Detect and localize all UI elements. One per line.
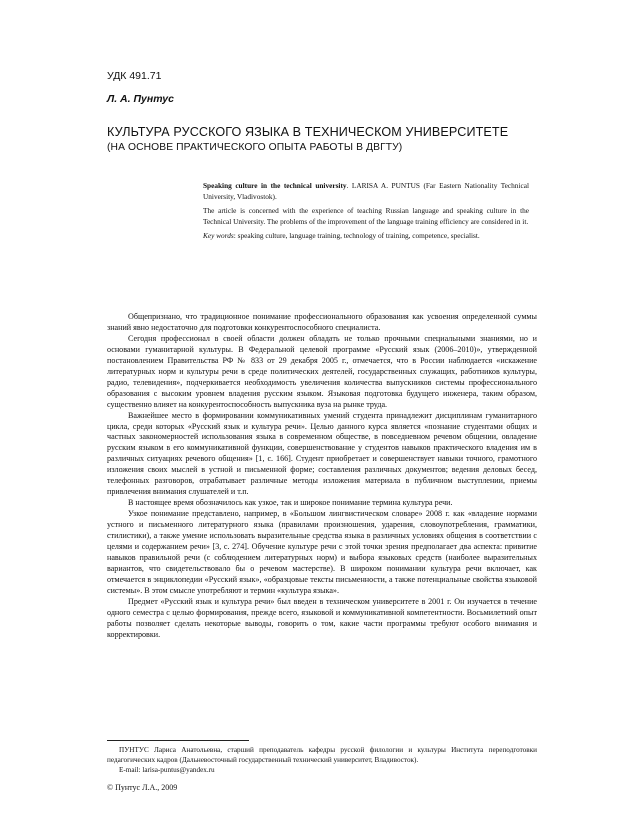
abstract-text: The article is concerned with the experience of teaching Russian language and speaking culture in the Technical University. The problems of the improvement of the language training efficiency are considered in it. — [203, 206, 529, 226]
body-paragraph: Общепризнано, что традиционное понимание профессионального образования как усвоения определенной суммы знаний явно недостаточно для подготовки конкурентоспособного специалиста. — [107, 312, 537, 332]
author-email: E-mail: larisa-puntus@yandex.ru — [119, 766, 215, 775]
keywords-label: Key words — [203, 231, 234, 241]
body-paragraph: Предмет «Русский язык и культура речи» был введен в техническом университете в 2001 г. Он изучается в течение одного семестра с целью формирования, прежде всего, языковой и коммуникативной компетентности. Восьмилетний опыт работы позволяет сделать некоторые выводы, говорить о том, какие части программы требуют особого внимания и корректировки. — [107, 596, 537, 639]
footnote-text: ПУНТУС Лариса Анатольевна, старший преподаватель кафедры русской филологии и культуры Института переподготовки педагогических кадров (Дальневосточный государственный технический университет, Владивосток). — [107, 746, 537, 765]
keywords-list: : speaking culture, language training, technology of training, competence, specialist. — [233, 231, 480, 241]
english-abstract — [203, 181, 529, 246]
udk-code: УДК 491.71 — [107, 70, 162, 82]
english-author: . LARISA A. PUNTUS (Far Eastern Nationality Technical University, Vladivostok). — [203, 181, 529, 201]
body-paragraph: В настоящее время обозначилось как узкое, так и широкое понимание термина культура речи. — [128, 498, 453, 508]
english-title: Speaking culture in the technical university — [203, 181, 347, 190]
article-title: КУЛЬТУРА РУССКОГО ЯЗЫКА В ТЕХНИЧЕСКОМ УНИВЕРСИТЕТЕ — [107, 125, 509, 139]
body-paragraph: Сегодня профессионал в своей области должен обладать не только прочными специальными знаниями, но и основами гуманитарной культуры. В Федеральной целевой программе «Русский язык (2006–2010)», утвержденной постановлением Правительства РФ № 833 от 29 декабря 2005 г., отмечается, что в России наблюдается «искажение литературных норм и культуры речи в среде политических деятелей, государственных служащих, работников культуры, радио, телевидения», подчеркивается необходимость увеличения количества выпускников системы профессионального образования с высоким уровнем владения русским языком. Языковая подготовка будущего инженера, таким образом, существенно влияет на конкурентоспособность выпускника вуза на рынке труда. — [107, 333, 537, 409]
abstract-keywords — [203, 231, 529, 242]
author-name: Л. А. Пунтус — [107, 93, 174, 105]
copyright-notice: © Пунтус Л.А., 2009 — [107, 783, 178, 792]
abstract-heading — [203, 181, 529, 202]
article-body — [107, 312, 537, 641]
footnote-divider — [107, 740, 249, 741]
body-paragraph: Важнейшее место в формировании коммуникативных умений студента принадлежит дисциплинам гуманитарного цикла, среди которых «Русский язык и культура речи». Целью данного курса является «познание студентами общих и частных закономерностей использования языка в современном обществе, в повседневном речевом общении, овладение русским языком в его коммуникативной функции, совершенствование у студентов навыков практического владения им в различных ситуациях речевого общения» [1, с. 166]. Студент приобретает и совершенствует навыки точного, грамотного изложения своих мыслей в устной и письменной форме; составления различных документов; ведения деловых бесед, телефонных разговоров, отрабатывает различные методы изложения материала в публичном выступлении, приемы привлечения внимания слушателей и т.п. — [107, 410, 537, 497]
article-subtitle: (НА ОСНОВЕ ПРАКТИЧЕСКОГО ОПЫТА РАБОТЫ В ДВГТУ) — [107, 142, 403, 153]
body-paragraph: Узкое понимание представлено, например, в «Большом лингвистическом словаре» 2008 г. как «владение нормами устного и письменного литературного языка (правилами произношения, ударения, словоупотребления, грамматики, стилистики), а также умение использовать выразительные средства языка в различных условиях общения в соответствии с целями и содержанием речи» [3, с. 274]. Обучение культуре речи с этой точки зрения предполагает два аспекта: привитие навыков правильной речи (с соблюдением литературных норм) и выбора языковых средств (наиболее выразительных вариантов, что свидетельствовало бы о речевом мастерстве). В широком понимании культура речи включает, как отмечается в энциклопедии «Русский язык», «образцовые тексты письменности, а также потенциальные свойства языковой системы». В этом смысле употребляют и термин «культура языка». — [107, 509, 537, 595]
author-footnote — [107, 745, 537, 776]
